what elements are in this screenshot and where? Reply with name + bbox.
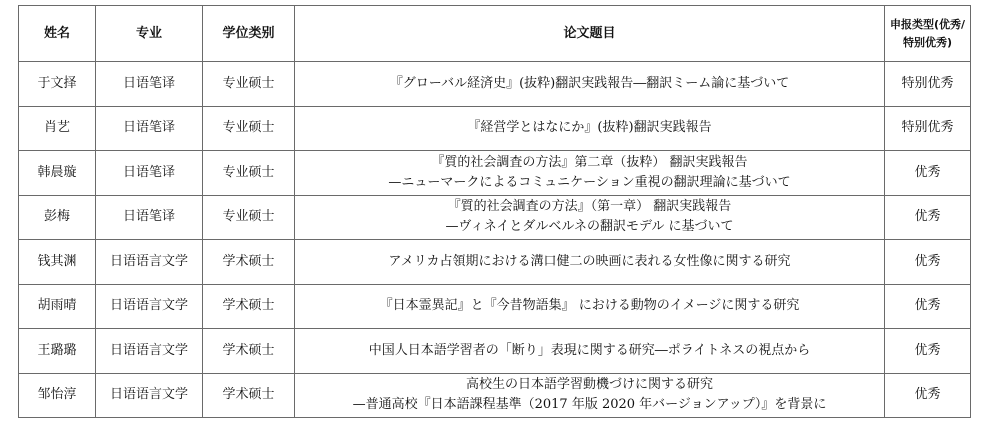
cell-title <box>295 329 885 374</box>
cell-type: 特别优秀 <box>885 106 971 151</box>
title-line: 『質的社会調査の方法』（第一章） 翻訳実践報告 <box>447 199 732 215</box>
table-row <box>19 329 971 374</box>
header-name: 姓名 <box>19 6 96 62</box>
cell-degree: 专业硕士 <box>203 151 295 196</box>
header-row <box>19 6 971 62</box>
table-row <box>19 195 971 240</box>
cell-type: 优秀 <box>885 195 971 240</box>
cell-major: 日语笔译 <box>96 195 203 240</box>
cell-degree: 学术硕士 <box>203 284 295 329</box>
title-line: —ヴィネイとダルベルネの翻訳モデル に基づいて <box>445 219 734 235</box>
title-line: 中国人日本語学習者の「断り」表現に関する研究―ポライトネスの視点から <box>368 342 811 358</box>
table-body <box>19 62 971 418</box>
cell-degree: 学术硕士 <box>203 240 295 285</box>
table-row <box>19 373 971 418</box>
title-line: —ニューマークによるコミュニケーション重視の翻訳理論に基づいて <box>388 174 791 190</box>
cell-major: 日语笔译 <box>96 106 203 151</box>
cell-title <box>295 62 885 107</box>
cell-name: 王璐璐 <box>19 329 96 374</box>
cell-major: 日语语言文学 <box>96 373 203 418</box>
cell-degree: 学术硕士 <box>203 329 295 374</box>
cell-title <box>295 240 885 285</box>
cell-type: 优秀 <box>885 151 971 196</box>
title-line: 『グローバル経済史』(抜粋)翻訳実践報告―翻訳ミーム論に基づいて <box>389 75 790 91</box>
table-row <box>19 151 971 196</box>
cell-major: 日语笔译 <box>96 62 203 107</box>
header-title: 论文题目 <box>295 6 885 62</box>
table-row <box>19 240 971 285</box>
title-line: —普通高校『日本語課程基準（2017 年版 2020 年バージョンアップ）』を背景に <box>352 397 827 413</box>
title-line: 高校生の日本語学習動機づけに関する研究 <box>465 377 713 393</box>
title-line: アメリカ占領期における溝口健二の映画に表れる女性像に関する研究 <box>388 253 791 269</box>
cell-title <box>295 151 885 196</box>
table-row <box>19 62 971 107</box>
header-degree: 学位类别 <box>203 6 295 62</box>
cell-major: 日语笔译 <box>96 151 203 196</box>
award-thesis-table <box>18 5 971 418</box>
cell-major: 日语语言文学 <box>96 284 203 329</box>
table-row <box>19 106 971 151</box>
cell-degree: 专业硕士 <box>203 195 295 240</box>
cell-name: 彭梅 <box>19 195 96 240</box>
header-type: 申报类型(优秀/特别优秀) <box>885 6 971 62</box>
title-line: 『日本霊異記』と『今昔物語集』 における動物のイメージに関する研究 <box>379 298 800 314</box>
cell-type: 优秀 <box>885 284 971 329</box>
cell-title <box>295 195 885 240</box>
header-major: 专业 <box>96 6 203 62</box>
cell-name: 韩晨璇 <box>19 151 96 196</box>
cell-degree: 专业硕士 <box>203 106 295 151</box>
title-line: 『質的社会調査の方法』第二章（抜粋） 翻訳実践報告 <box>431 154 748 170</box>
cell-title <box>295 106 885 151</box>
cell-name: 肖艺 <box>19 106 96 151</box>
cell-major: 日语语言文学 <box>96 240 203 285</box>
cell-type: 优秀 <box>885 329 971 374</box>
cell-title <box>295 284 885 329</box>
cell-name: 于文择 <box>19 62 96 107</box>
cell-type: 优秀 <box>885 373 971 418</box>
cell-title <box>295 373 885 418</box>
cell-name: 邹怡淳 <box>19 373 96 418</box>
cell-type: 优秀 <box>885 240 971 285</box>
table-row <box>19 284 971 329</box>
cell-name: 钱其渊 <box>19 240 96 285</box>
cell-name: 胡雨晴 <box>19 284 96 329</box>
cell-type: 特别优秀 <box>885 62 971 107</box>
cell-degree: 专业硕士 <box>203 62 295 107</box>
title-line: 『経営学とはなにか』(抜粋)翻訳実践報告 <box>467 120 712 136</box>
cell-major: 日语语言文学 <box>96 329 203 374</box>
cell-degree: 学术硕士 <box>203 373 295 418</box>
